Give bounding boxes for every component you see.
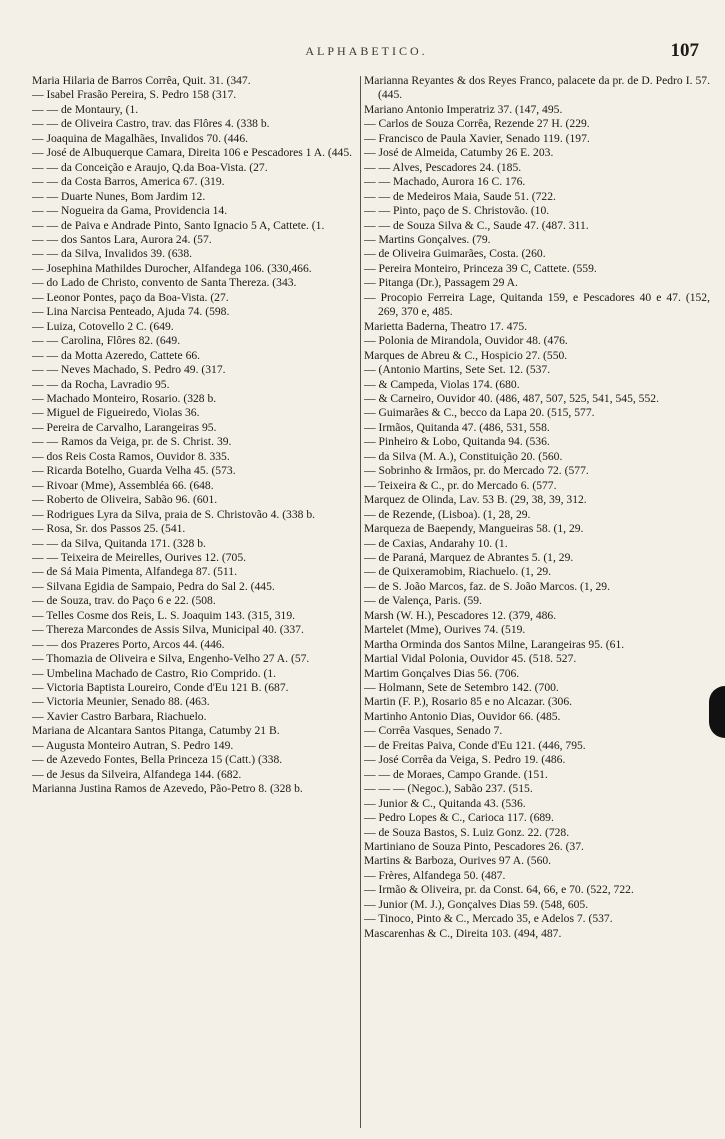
directory-entry: — Leonor Pontes, paço da Boa-Vista. (27. — [32, 290, 229, 304]
left-column — [32, 74, 358, 797]
directory-entry: — de Sá Maia Pimenta, Alfandega 87. (511. — [32, 565, 237, 579]
directory-entry: Marques de Abreu & C., Hospicio 27. (550. — [364, 348, 568, 362]
directory-entry: — de Rezende, (Lisboa). (1, 28, 29. — [364, 507, 531, 521]
directory-entry: Martim Gonçalves Dias 56. (706. — [364, 666, 520, 680]
directory-entry: — — Pinto, paço de S. Christovão. (10. — [364, 204, 550, 218]
directory-entry: Martin (F. P.), Rosario 85 e no Alcazar. (306. — [364, 695, 573, 709]
directory-entry: — — de Medeiros Maia, Saude 51. (722. — [364, 189, 556, 203]
directory-entry: — Rivoar (Mme), Assembléa 66. (648. — [32, 478, 214, 492]
directory-entry: — Silvana Egidia de Sampaio, Pedra do Sal 2. (445. — [32, 579, 275, 593]
directory-entry: — Martins Gonçalves. (79. — [364, 232, 491, 246]
directory-entry: — — de Souza Silva & C., Saude 47. (487. 311. — [364, 218, 589, 232]
directory-entry: Martiniano de Souza Pinto, Pescadores 26. (37. — [364, 840, 584, 854]
directory-entry: — Guimarães & C., becco da Lapa 20. (515, 577. — [364, 406, 595, 420]
directory-entry: — Polonia de Mirandola, Ouvidor 48. (476. — [364, 334, 568, 348]
directory-entry: — Luiza, Cotovello 2 C. (649. — [32, 319, 174, 333]
directory-entry: — de S. João Marcos, faz. de S. João Marcos. (1, 29. — [364, 579, 610, 593]
directory-entry: — — dos Santos Lara, Aurora 24. (57. — [32, 232, 212, 246]
directory-entry: — — da Motta Azeredo, Cattete 66. — [32, 348, 201, 362]
directory-entry: — Rosa, Sr. dos Passos 25. (541. — [32, 522, 186, 536]
directory-entry: — — dos Prazeres Porto, Arcos 44. (446. — [32, 637, 225, 651]
directory-entry: — — Nogueira da Gama, Providencia 14. — [32, 204, 228, 218]
directory-entry: — — da Silva, Quitanda 171. (328 b. — [32, 536, 206, 550]
directory-entry: — dos Reis Costa Ramos, Ouvidor 8. 335. — [32, 449, 230, 463]
directory-entry: — — Ramos da Veiga, pr. de S. Christ. 39. — [32, 435, 232, 449]
directory-entry: — Corrêa Vasques, Senado 7. — [364, 724, 503, 738]
directory-entry: Marsh (W. H.), Pescadores 12. (379, 486. — [364, 608, 557, 622]
directory-entry: — Pitanga (Dr.), Passagem 29 A. — [364, 276, 518, 290]
directory-entry: Martelet (Mme), Ourives 74. (519. — [364, 623, 526, 637]
directory-entry: — de Freitas Paiva, Conde d'Eu 121. (446, 795. — [364, 738, 586, 752]
directory-entry: — Pereira Monteiro, Princeza 39 C, Cattete. (559. — [364, 261, 597, 275]
directory-entry: — Roberto de Oliveira, Sabão 96. (601. — [32, 493, 218, 507]
directory-entry: — — Teixeira de Meirelles, Ourives 12. (705. — [32, 550, 247, 564]
directory-entry: — Francisco de Paula Xavier, Senado 119. (197. — [364, 131, 590, 145]
directory-entry: — Lina Narcisa Penteado, Ajuda 74. (598. — [32, 305, 230, 319]
thumb-index-tab — [709, 686, 725, 738]
directory-entry: — & Carneiro, Ouvidor 40. (486, 487, 507, 525, 541, 545, 552. — [364, 391, 659, 405]
directory-entry: Martinho Antonio Dias, Ouvidor 66. (485. — [364, 709, 561, 723]
directory-entry: Marquez de Olinda, Lav. 53 B. (29, 38, 39, 312. — [364, 493, 587, 507]
directory-entry: — de Jesus da Silveira, Alfandega 144. (682. — [32, 767, 242, 781]
directory-entry: — Augusta Monteiro Autran, S. Pedro 149. — [32, 738, 234, 752]
directory-entry: — — da Conceição e Araujo, Q.da Boa-Vista. (27. — [32, 160, 268, 174]
directory-entry: — Xavier Castro Barbara, Riachuelo. — [32, 709, 207, 723]
directory-entry: — de Souza, trav. do Paço 6 e 22. (508. — [32, 594, 216, 608]
directory-entry: — Tinoco, Pinto & C., Mercado 35, e Adelos 7. (537. — [364, 912, 613, 926]
directory-entry: — de Quixeramobim, Riachuelo. (1, 29. — [364, 565, 552, 579]
directory-entry: Marianna Reyantes & dos Reyes Franco, palacete da pr. de D. Pedro I. 57. (445. — [364, 74, 710, 102]
directory-entry: — José Corrêa da Veiga, S. Pedro 19. (486. — [364, 753, 566, 767]
directory-entry: — Irmãos, Quitanda 47. (486, 531, 558. — [364, 420, 550, 434]
directory-entry: — Joaquina de Magalhães, Invalidos 70. (446. — [32, 131, 249, 145]
directory-entry: — Irmão & Oliveira, pr. da Const. 64, 66, e 70. (522, 722. — [364, 883, 634, 897]
directory-entry: — Miguel de Figueiredo, Violas 36. — [32, 406, 200, 420]
directory-entry: — (Antonio Martins, Sete Set. 12. (537. — [364, 363, 551, 377]
column-divider — [360, 76, 361, 1128]
directory-entry: Maria Hilaria de Barros Corrêa, Quit. 31. (347. — [32, 74, 251, 87]
directory-entry: — Teixeira & C., pr. do Mercado 6. (577. — [364, 478, 557, 492]
directory-entry: — — de Paiva e Andrade Pinto, Santo Ignacio 5 A, Cattete. (1. — [32, 218, 325, 232]
directory-entry: — Junior & C., Quitanda 43. (536. — [364, 796, 526, 810]
directory-entry: — Sobrinho & Irmãos, pr. do Mercado 72. (577. — [364, 464, 589, 478]
page-number: 107 — [670, 40, 699, 61]
directory-entry: — Isabel Frasão Pereira, S. Pedro 158 (317. — [32, 88, 237, 102]
directory-entry: — Telles Cosme dos Reis, L. S. Joaquim 143. (315, 319. — [32, 608, 296, 622]
directory-entry: — & Campeda, Violas 174. (680. — [364, 377, 520, 391]
directory-entry: — — Carolina, Flôres 82. (649. — [32, 334, 181, 348]
directory-entry: Marqueza de Baependy, Mangueiras 58. (1, 29. — [364, 522, 584, 536]
directory-entry: — — de Moraes, Campo Grande. (151. — [364, 767, 548, 781]
directory-entry: — Pedro Lopes & C., Carioca 117. (689. — [364, 811, 554, 825]
directory-entry: — de Souza Bastos, S. Luiz Gonz. 22. (728. — [364, 825, 570, 839]
directory-entry: — — da Silva, Invalidos 39. (638. — [32, 247, 193, 261]
directory-entry: — — Alves, Pescadores 24. (185. — [364, 160, 522, 174]
directory-entry: — Josephina Mathildes Durocher, Alfandega 106. (330,466. — [32, 261, 312, 275]
directory-entry: — Umbelina Machado de Castro, Rio Comprido. (1. — [32, 666, 277, 680]
directory-entry: — — de Montaury, (1. — [32, 102, 139, 116]
directory-entry: — José de Almeida, Catumby 26 E. 203. — [364, 146, 554, 160]
directory-entry: — Thomazia de Oliveira e Silva, Engenho-Velho 27 A. (57. — [32, 652, 310, 666]
directory-entry: — de Azevedo Fontes, Bella Princeza 15 (Catt.) (338. — [32, 753, 283, 767]
directory-entry: Martial Vidal Polonia, Ouvidor 45. (518. 527. — [364, 652, 577, 666]
directory-entry: Marietta Baderna, Theatro 17. 475. — [364, 319, 528, 333]
page-header — [30, 40, 703, 62]
directory-entry: — de Oliveira Guimarães, Costa. (260. — [364, 247, 546, 261]
directory-entry: — Procopio Ferreira Lage, Quitanda 159, e Pescadores 40 e 47. (152, 269, 370 e, 485. — [364, 290, 710, 319]
directory-columns — [32, 74, 712, 1134]
directory-entry: — Machado Monteiro, Rosario. (328 b. — [32, 391, 217, 405]
directory-entry: — — de Oliveira Castro, trav. das Flôres 4. (338 b. — [32, 117, 270, 131]
directory-entry: Marianna Justina Ramos de Azevedo, Pão-Petro 8. (328 b. — [32, 782, 303, 796]
directory-entry: — Ricarda Botelho, Guarda Velha 45. (573. — [32, 464, 236, 478]
directory-entry: — Victoria Baptista Loureiro, Conde d'Eu 121 B. (687. — [32, 681, 289, 695]
directory-entry: Martha Orminda dos Santos Milne, Larangeiras 95. (61. — [364, 637, 625, 651]
directory-entry: — Victoria Meunier, Senado 88. (463. — [32, 695, 210, 709]
directory-entry: — Thereza Marcondes de Assis Silva, Municipal 40. (337. — [32, 623, 304, 637]
directory-entry: — de Paraná, Marquez de Abrantes 5. (1, 29. — [364, 550, 574, 564]
directory-entry: — do Lado de Christo, convento de Santa Thereza. (343. — [32, 276, 297, 290]
directory-entry: — Frères, Alfandega 50. (487. — [364, 868, 506, 882]
right-column — [364, 74, 710, 941]
directory-entry: Mariana de Alcantara Santos Pitanga, Catumby 21 B. — [32, 724, 280, 738]
directory-entry: — da Silva (M. A.), Constituição 20. (560. — [364, 449, 563, 463]
directory-entry: Mascarenhas & C., Direita 103. (494, 487. — [364, 926, 562, 940]
directory-entry: — — Neves Machado, S. Pedro 49. (317. — [32, 363, 226, 377]
directory-entry: — — da Costa Barros, America 67. (319. — [32, 175, 225, 189]
directory-entry: Martins & Barboza, Ourives 97 A. (560. — [364, 854, 552, 868]
directory-entry: — Carlos de Souza Corrêa, Rezende 27 H. (229. — [364, 117, 590, 131]
directory-entry: — de Caxias, Andarahy 10. (1. — [364, 536, 508, 550]
directory-entry: — Pereira de Carvalho, Larangeiras 95. — [32, 420, 217, 434]
directory-entry: — José de Albuquerque Camara, Direita 106 e Pescadores 1 A. (445. — [32, 146, 353, 160]
directory-entry: — de Valença, Paris. (59. — [364, 594, 482, 608]
directory-entry: — — Duarte Nunes, Bom Jardim 12. — [32, 189, 206, 203]
directory-entry: — — Machado, Aurora 16 C. 176. — [364, 175, 526, 189]
directory-entry: — — da Rocha, Lavradio 95. — [32, 377, 170, 391]
directory-entry: Mariano Antonio Imperatriz 37. (147, 495. — [364, 102, 563, 116]
directory-entry: — — — (Negoc.), Sabão 237. (515. — [364, 782, 533, 796]
running-head: ALPHABETICO. — [305, 44, 428, 58]
directory-entry: — Holmann, Sete de Setembro 142. (700. — [364, 681, 559, 695]
directory-entry: — Rodrigues Lyra da Silva, praia de S. Christovão 4. (338 b. — [32, 507, 316, 521]
directory-entry: — Junior (M. J.), Gonçalves Dias 59. (548, 605. — [364, 897, 589, 911]
directory-entry: — Pinheiro & Lobo, Quitanda 94. (536. — [364, 435, 550, 449]
